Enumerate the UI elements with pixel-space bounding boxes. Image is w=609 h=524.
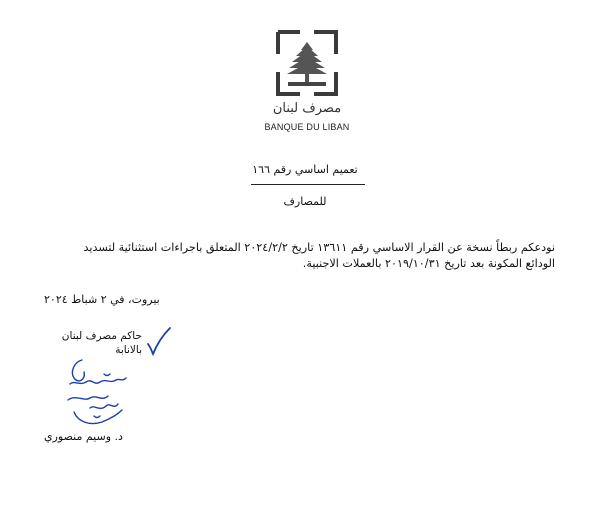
signer-name: د. وسيم منصوري xyxy=(44,430,123,443)
body-line: الودائع المكونة بعد تاريخ ٢٠١٩/١٠/٣١ بالعملات الاجنبية. xyxy=(302,257,555,270)
cedar-emblem-icon xyxy=(276,30,338,96)
signer-acting: بالانابة xyxy=(115,344,142,356)
check-mark-icon xyxy=(144,326,172,356)
body-line: نودعكم ربطاً نسخة عن القرار الاساسي رقم ١٣٦١١ تاريخ ٢٠٢٤/٢/٢ المتعلق باجراءات استثنائية لتسديد xyxy=(83,241,555,254)
date-line: بيروت، في ٢ شباط ٢٠٢٤ xyxy=(44,293,160,306)
circular-title: تعميم اساسي رقم ١٦٦ xyxy=(252,163,358,176)
signature-block xyxy=(44,326,184,446)
bank-name-arabic: مصرف لبنان xyxy=(272,101,342,116)
handwritten-signature-icon xyxy=(60,356,134,432)
body-paragraph xyxy=(58,240,555,272)
signer-title xyxy=(62,329,142,357)
circular-recipient: للمصارف xyxy=(283,195,327,208)
signer-position: حاكم مصرف لبنان xyxy=(61,330,142,342)
title-divider xyxy=(251,184,365,185)
bank-name-french: BANQUE DU LIBAN xyxy=(264,122,350,132)
